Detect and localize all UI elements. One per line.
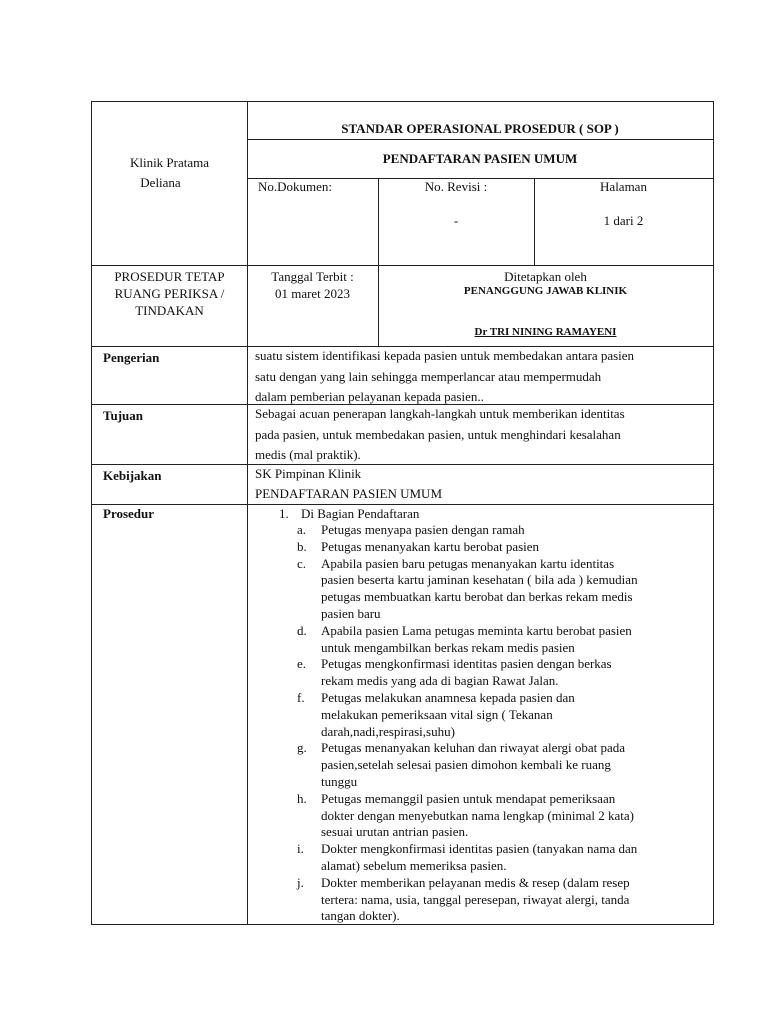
page-title: PENDAFTARAN PASIEN UMUM [382,151,578,166]
definition-line: dalam pemberian pelayanan kepada pasien.. [255,389,484,404]
procedure-item-marker: h. [297,790,307,806]
revision-value: - [453,213,459,228]
procedure-item-marker: j. [297,874,304,890]
purpose-line: pada pasien, untuk membedakan pasien, untuk menghindari kesalahan [255,426,621,442]
procedure-item [297,623,707,657]
purpose-line: medis (mal praktik). [255,447,361,462]
procedure-item [297,875,707,925]
procedure-item-marker: g. [297,740,307,756]
procedure-item-line: darah,nadi,respirasi,suhu) [321,723,455,739]
policy-text [255,464,442,503]
issue-label: Tanggal Terbit : [271,269,354,284]
procedure-item-line: Petugas menyapa pasien dengan ramah [321,522,525,537]
procedure-item-line: Apabila pasien Lama petugas meminta kartu berobat pasien [321,622,632,638]
procedure-item-line: rekam medis yang ada di bagian Rawat Jalan. [321,673,559,689]
sop-document [91,101,714,925]
approver-title: PENANGGUNG JAWAB KLINIK [463,285,628,297]
procedure-list [297,522,707,925]
procedure-item-line: pasien baru [321,605,381,621]
procedure-item-line: Dokter memberikan pelayanan medis & resep (dalam resep [321,874,630,890]
clinic-name [92,153,247,193]
clinic-name-line1: Klinik Pratama [129,155,210,170]
procedure-item-line: melakukan pemeriksaan vital sign ( Tekanan [321,706,553,722]
procedure-item [297,690,707,740]
procedure-item-marker: c. [297,555,307,571]
definition-line: suatu sistem identifikasi kepada pasien untuk membedakan antara pasien [255,348,635,363]
procedure-item [297,656,707,690]
procedure-item-line: Dokter mengkonfirmasi identitas pasien (tanyakan nama dan [321,841,638,857]
purpose-label: Tujuan [103,408,143,423]
procedure-item-line: untuk mengambilkan berkas rekam medis pasien [321,639,575,655]
purpose-line: Sebagai acuan penerapan langkah-langkah untuk memberikan identitas [255,406,625,421]
procedure-item-marker: a. [297,522,307,537]
definition-label: Pengerian [103,350,160,365]
procedure-category [92,268,247,319]
procedure-item-line: tangan dokter). [321,908,400,924]
procedure-label: Prosedur [103,506,155,521]
procedure-item-line: Petugas melakukan anamnesa kepada pasien dan [321,689,575,705]
procedure-item-marker: d. [297,622,307,638]
procedure-item-line: pasien,setelah selesai pasien dimohon kembali ke ruang [321,757,611,773]
procedure-item-line: pasien beserta kartu jaminan kesehatan ( bila ada ) kemudian [321,572,638,588]
procedure-item-line: Petugas menanyakan keluhan dan riwayat alergi obat pada [321,740,626,756]
rule-left-column [247,102,248,924]
approver-name: Dr TRI NINING RAMAYENI [474,326,617,338]
procedure-item [297,740,707,790]
procedure-item-line: tertera: nama, usia, tanggal peresepan, riwayat alergi, tanda [321,891,630,907]
definition-text [255,346,634,408]
procedure-item-marker: e. [297,656,307,672]
policy-line: SK Pimpinan Klinik [255,466,362,481]
procedure-item [297,841,707,875]
rule-under-header [92,265,713,266]
step-1-number: 1. [279,506,289,521]
procedure-item-line: Petugas menanyakan kartu berobat pasien [321,538,540,554]
procedure-item [297,539,707,556]
page-value: 1 dari 2 [603,213,644,228]
rule-doc-revision [378,178,379,346]
procedure-item-line: tunggu [321,773,358,789]
doc-type-heading: STANDAR OPERASIONAL PROSEDUR ( SOP ) [341,121,619,136]
definition-line: satu dengan yang lain sehingga memperlancar atau mempermudah [255,368,602,384]
purpose-text [255,404,625,466]
issue-date-block [247,268,378,302]
clinic-name-line2: Deliana [140,175,181,190]
procedure-category-line1: PROSEDUR TETAP [114,269,225,284]
revision-label: No. Revisi : [424,179,488,194]
page-label: Halaman [600,179,647,194]
procedure-item-line: Petugas mengkonfirmasi identitas pasien dengan berkas [321,656,612,672]
policy-label: Kebijakan [103,468,162,483]
procedure-item-line: alamat) sebelum memeriksa pasien. [321,857,507,873]
procedure-category-line2: RUANG PERIKSA / [114,286,225,301]
approved-by-label: Ditetapkan oleh [504,269,587,284]
step-1-title: Di Bagian Pendaftaran [301,506,420,521]
procedure-item-marker: i. [297,841,304,857]
policy-line: PENDAFTARAN PASIEN UMUM [255,485,443,501]
procedure-item-line: petugas membuatkan kartu berobat dan berkas rekam medis [321,589,633,605]
issue-date: 01 maret 2023 [274,286,351,301]
procedure-item-line: Petugas memanggil pasien untuk mendapat pemeriksaan [321,790,616,806]
procedure-item [297,791,707,841]
procedure-item [297,522,707,539]
rule-under-doc-type [247,139,713,140]
procedure-item [297,556,707,623]
procedure-item-marker: b. [297,538,307,554]
procedure-item-marker: f. [297,689,305,705]
procedure-category-line3: TINDAKAN [135,303,204,318]
doc-number-label: No.Dokumen: [258,179,333,194]
procedure-item-line: Apabila pasien baru petugas menanyakan kartu identitas [321,555,615,571]
procedure-item-line: dokter dengan menyebutkan nama lengkap (minimal 2 kata) [321,807,634,823]
procedure-item-line: sesuai urutan antrian pasien. [321,824,469,840]
